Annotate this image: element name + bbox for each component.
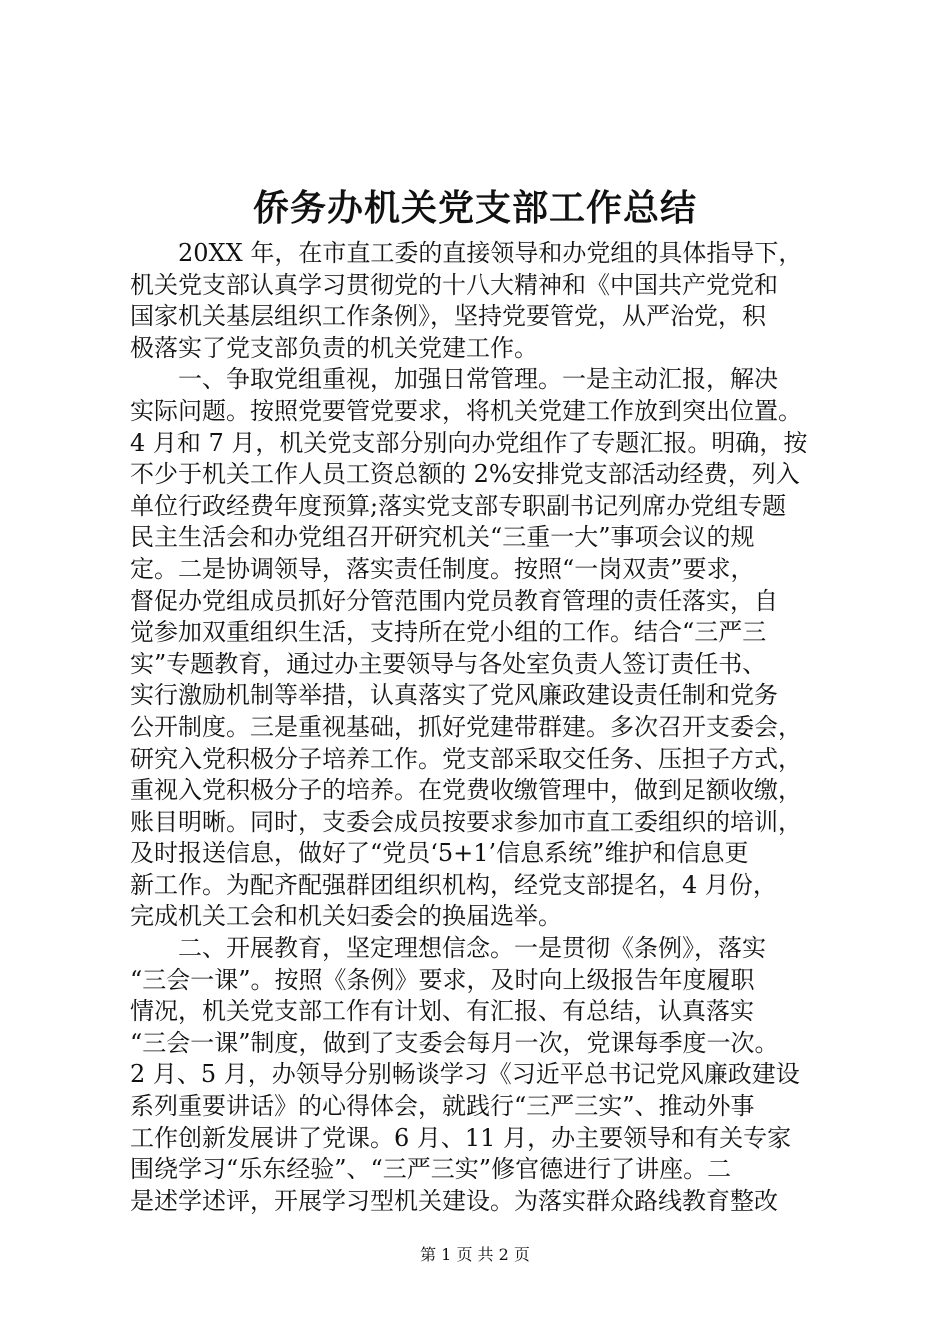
document-title: 侨务办机关党支部工作总结 [252,188,697,229]
text-line: 二、开展教育，坚定理想信念。一是贯彻《条例》，落实 [178,934,766,963]
text-line: 民主生活会和办党组召开研究机关“三重一大”事项会议的规 [130,523,755,552]
text-line: 完成机关工会和机关妇委会的换届选举。 [130,902,562,931]
paragraph-section-two [130,933,830,1217]
text-line: 工作创新发展讲了党课。6 月、11 月，办主要领导和有关专家 [130,1123,792,1152]
text-line: 实行激励机制等举措，认真落实了党风廉政建设责任制和党务 [130,681,778,710]
text-line: 机关党支部认真学习贯彻党的十八大精神和《中国共产党党和 [130,270,778,299]
text-line: 单位行政经费年度预算;落实党支部专职副书记列席办党组专题 [130,491,787,520]
text-line: 4 月和 7 月，机关党支部分别向办党组作了专题汇报。明确，按 [130,428,808,457]
text-line: 情况，机关党支部工作有计划、有汇报、有总结，认真落实 [130,997,754,1026]
text-line: 督促办党组成员抓好分管范围内党员教育管理的责任落实，自 [130,586,778,615]
page-number-footer: 第 1 页 共 2 页 [420,1245,530,1264]
paragraph-section-one [130,364,830,933]
text-line: 2 月、5 月，办领导分别畅谈学习《习近平总书记党风廉政建设 [130,1060,800,1089]
text-line: 及时报送信息，做好了“党员‘5+1’信息系统”维护和信息更 [130,839,749,868]
text-line: 新工作。为配齐配强群团组织机构，经党支部提名，4 月份， [130,870,777,899]
text-line: 极落实了党支部负责的机关党建工作。 [130,333,538,362]
text-line: 一、争取党组重视，加强日常管理。一是主动汇报，解决 [178,365,778,394]
text-line: “三会一课”制度，做到了支委会每月一次，党课每季度一次。 [130,1028,779,1057]
document-body [130,238,830,1217]
text-line: 重视入党积极分子的培养。在党费收缴管理中，做到足额收缴， [130,776,802,805]
text-line: 公开制度。三是重视基础，抓好党建带群建。多次召开支委会， [130,712,802,741]
text-line: 账目明晰。同时，支委会成员按要求参加市直工委组织的培训， [130,807,802,836]
text-line: 围绕学习“乐东经验”、“三严三实”修官德进行了讲座。二 [130,1155,732,1184]
text-line: 实际问题。按照党要管党要求，将机关党建工作放到突出位置。 [130,396,802,425]
text-line: 系列重要讲话》的心得体会，就践行“三严三实”、推动外事 [130,1092,755,1121]
text-line: 国家机关基层组织工作条例》，坚持党要管党，从严治党，积 [130,302,766,331]
text-line: 是述学述评，开展学习型机关建设。为落实群众路线教育整改 [130,1186,778,1215]
text-line: 实”专题教育，通过办主要领导与各处室负责人签订责任书、 [130,649,767,678]
text-line: 定。二是协调领导，落实责任制度。按照“一岗双责”要求， [130,554,755,583]
text-line: “三会一课”。按照《条例》要求，及时向上级报告年度履职 [130,965,755,994]
text-line: 20XX 年，在市直工委的直接领导和办党组的具体指导下， [178,239,803,267]
text-line: 觉参加双重组织生活，支持所在党小组的工作。结合“三严三 [130,618,767,647]
text-line: 研究入党积极分子培养工作。党支部采取交任务、压担子方式， [130,744,802,773]
paragraph-intro [130,238,830,364]
text-line: 不少于机关工作人员工资总额的 2%安排党支部活动经费，列入 [130,460,800,489]
